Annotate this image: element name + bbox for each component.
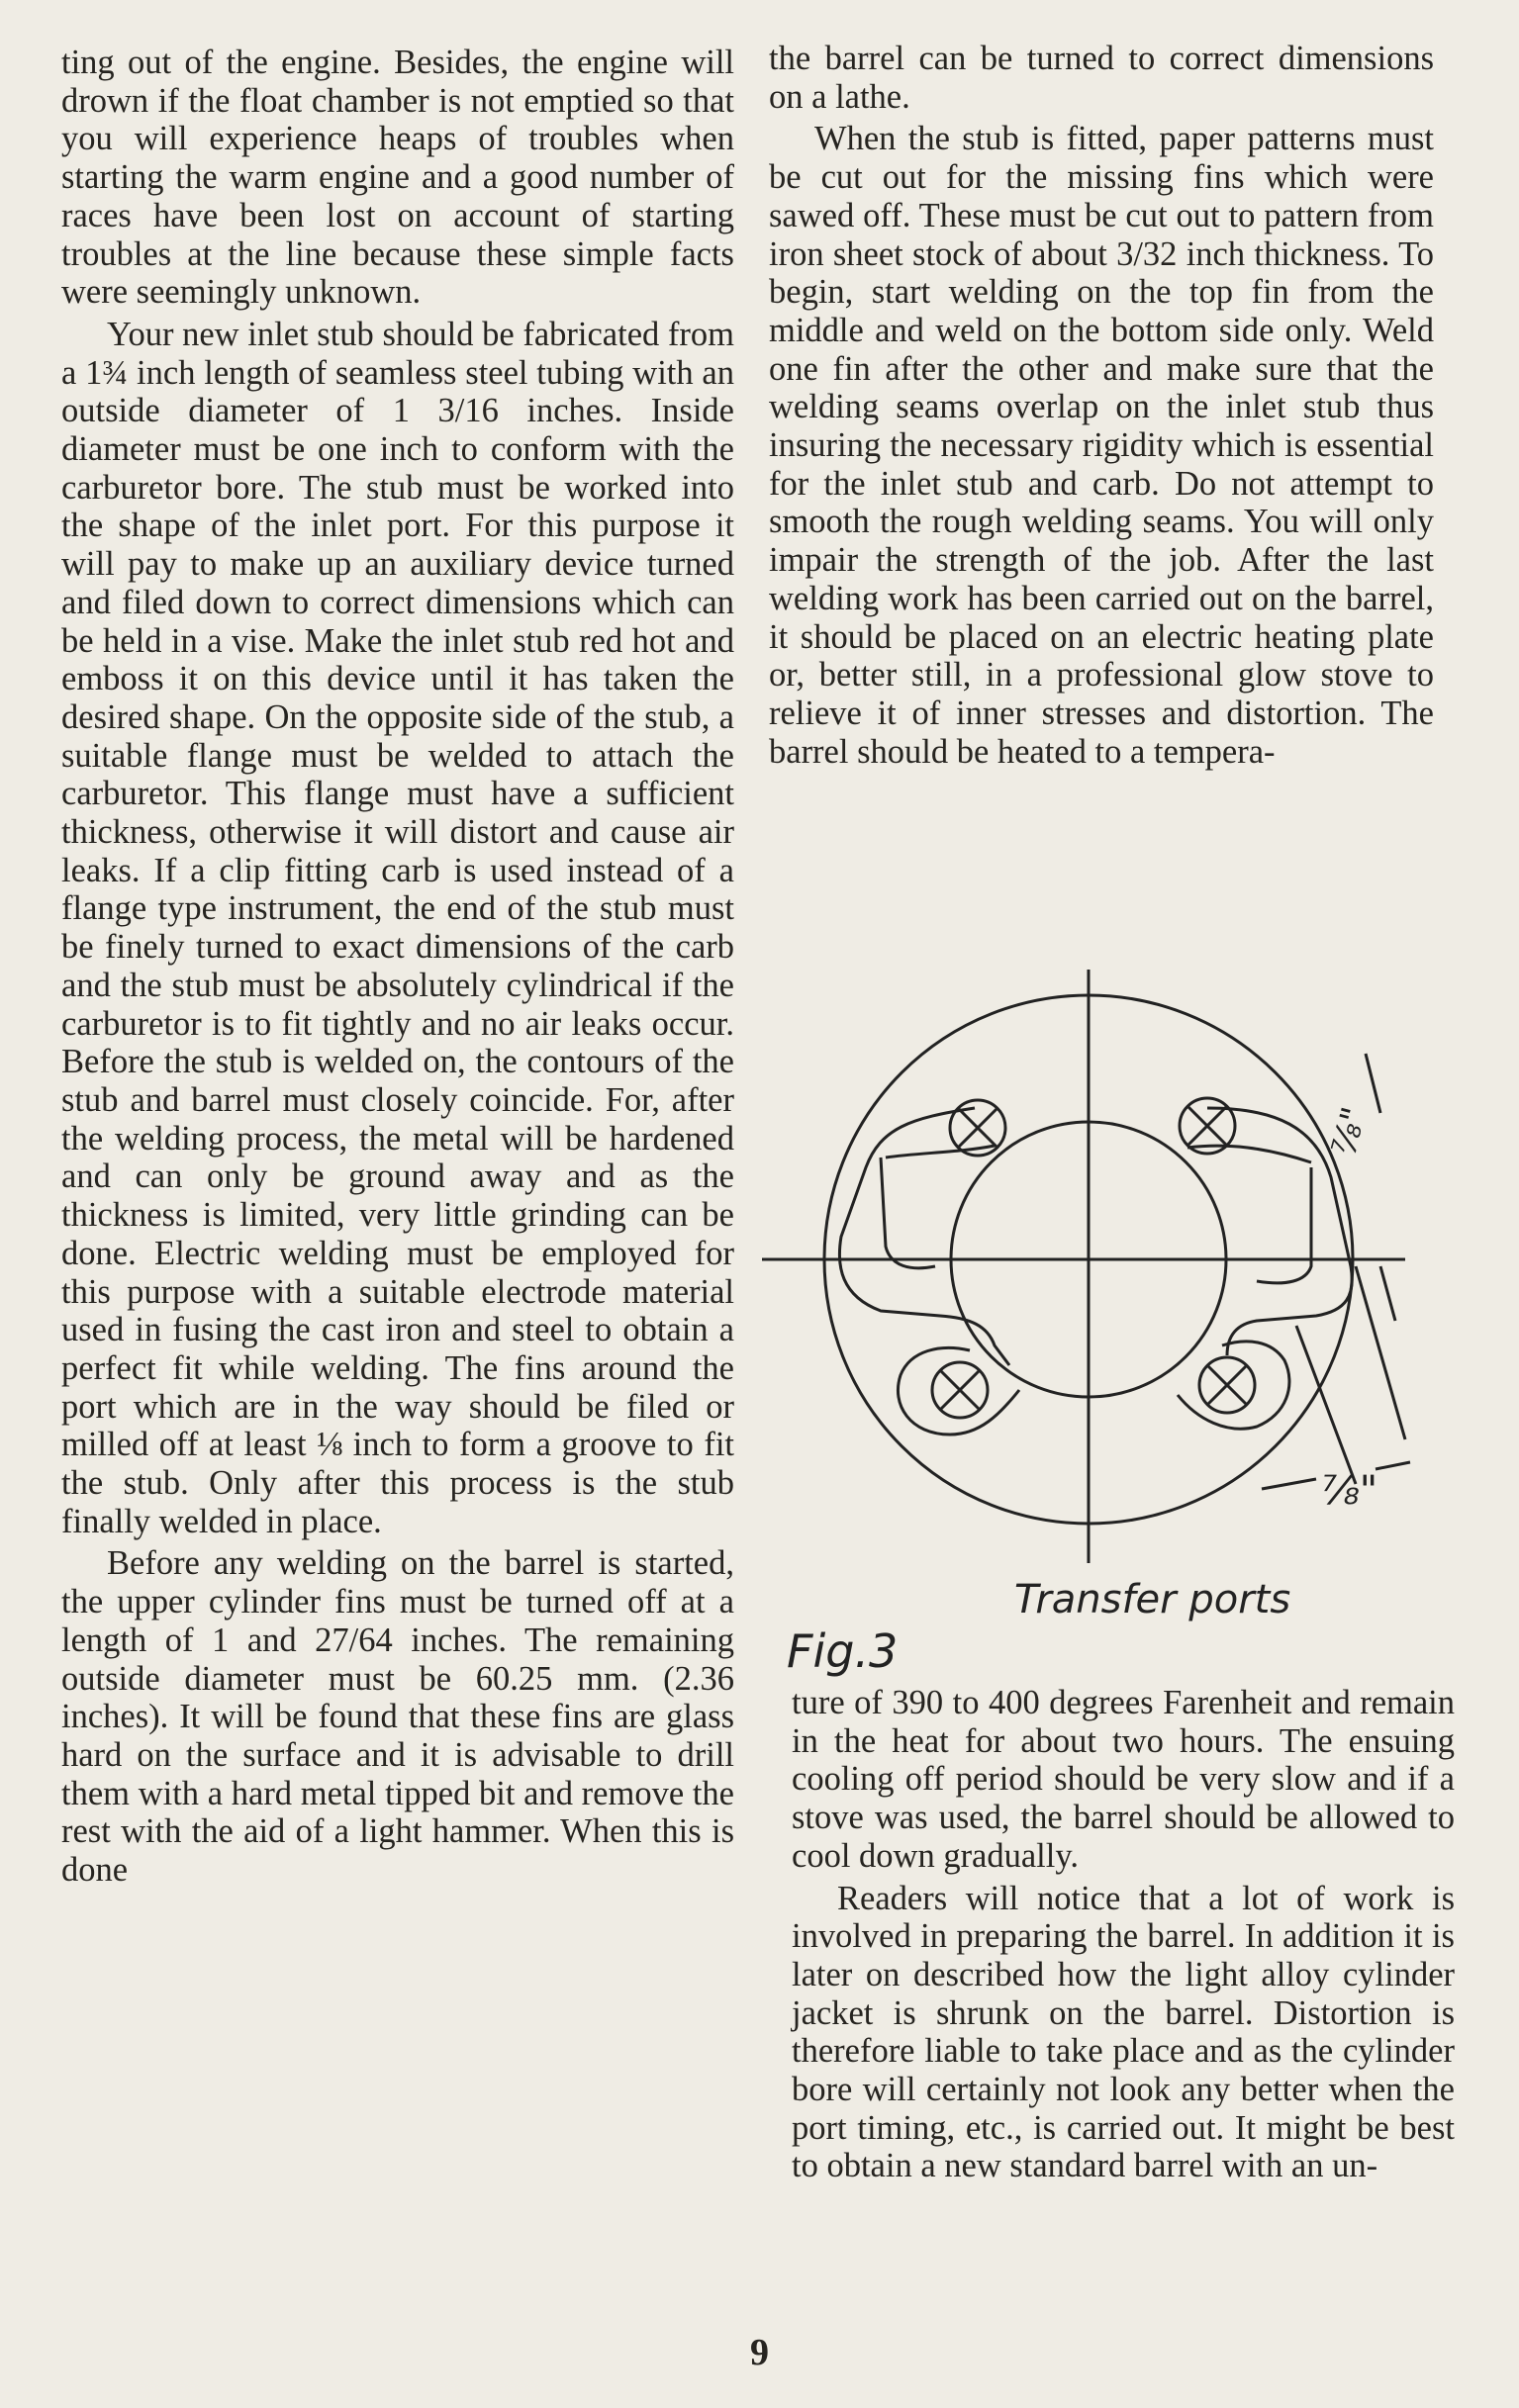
paragraph: ture of 390 to 400 degrees Farenheit and remain in the heat for about two hours. The ensuing cooling off period should be very slow and if a stove was used, the barrel should be allowed to cool down gradually. bbox=[792, 1684, 1455, 1875]
right-text-column-bottom bbox=[792, 1684, 1455, 2185]
paragraph: the barrel can be turned to correct dimensions on a lathe. bbox=[769, 40, 1434, 116]
dimension-label-bottom: ⅞" bbox=[1321, 1468, 1378, 1514]
dimension-label-top: ⅞" bbox=[1324, 1103, 1376, 1160]
dimension-line-top bbox=[1366, 1054, 1380, 1113]
paragraph: Your new inlet stub should be fabricated from a 1¾ inch length of seamless steel tubing with an outside diameter of 1 3/16 inches. Inside diameter must be one inch to conform with the carburetor bore. The stub must be worked into the shape of the inlet port. For this purpose it will pay to make up an auxiliary device turned and filed down to correct dimensions which can be held in a vise. Make the inlet stub red hot and emboss it on this device until it has taken the desired shape. On the opposite side of the stub, a suitable flange must be welded to attach the carburetor. This flange must have a sufficient thickness, otherwise it will distort and cause air leaks. If a clip fitting carb is used instead of a flange type instrument, the end of the stub must be finely turned to exact dimensions of the carb and the stub must be absolutely cylindrical if the carburetor is to fit tightly and no air leaks occur. Before the stub is welded on, the contours of the stub and barrel must closely coincide. For, after the welding process, the metal will be hardened and can only be ground away and as the thickness is limited, very little grinding can be done. Electric welding must be employed for this purpose with a suitable electrode material used in fusing the cast iron and steel to obtain a perfect fit while welding. The fins around the port which are in the way should be filed or milled off at least ⅛ inch to form a groove to fit the stub. Only after this process is the stub finally welded in place. bbox=[61, 315, 734, 1540]
transfer-ports-diagram bbox=[762, 970, 1455, 1682]
dimension-line-bottom bbox=[1296, 1326, 1356, 1484]
paragraph: Before any welding on the barrel is started, the upper cylinder fins must be turned off at a length of 1 and 27/64 inches. The remaining outside diameter must be 60.25 mm. (2.36 inches). It will be found that these fins are glass hard on the surface and it is advisable to drill them with a hard metal tipped bit and remove the rest with the aid of a light hammer. When this is done bbox=[61, 1544, 734, 1890]
figure-transfer-ports bbox=[762, 970, 1455, 1682]
right-text-column-top bbox=[769, 40, 1434, 771]
lower-right-lobe bbox=[1178, 1342, 1289, 1429]
left-port-inner bbox=[881, 1158, 935, 1268]
left-text-column bbox=[61, 44, 734, 1890]
paragraph: When the stub is fitted, paper patterns must be cut out for the missing fins which were sawed off. These must be cut out to pattern from iron sheet stock of about 3/32 inch thickness. To begin, start welding on the top fin from the middle and weld on the bottom side only. Weld one fin after the other and make sure that the welding seams overlap on the inlet stub thus insuring the necessary rigidity which is essential for the inlet stub and carb. Do not attempt to smooth the rough welding seams. You will only impair the strength of the job. After the last welding work has been carried out on the barrel, it should be placed on an electric heating plate or, better still, in a professional glow stove to relieve it of inner stresses and distortion. The barrel should be heated to a tempera- bbox=[769, 120, 1434, 771]
diagram-linework bbox=[762, 970, 1410, 1563]
figure-label: Fig.3 bbox=[787, 1624, 899, 1678]
right-port-inner bbox=[1257, 1167, 1311, 1283]
paragraph: Readers will notice that a lot of work is involved in preparing the barrel. In addition it is later on described how the light alloy cylinder jacket is shrunk on the barrel. Distortion is therefore liable to take place and as the cylinder bore will certainly not look any better when the port timing, etc., is carried out. It might be best to obtain a new standard barrel with an un- bbox=[792, 1879, 1455, 2185]
figure-title: Transfer ports bbox=[1014, 1577, 1291, 1622]
paragraph: ting out of the engine. Besides, the engine will drown if the float chamber is not emptied so that you will experience heaps of troubles when starting the warm engine and a good number of races have been lost on account of starting troubles at the line because these simple facts were seemingly unknown. bbox=[61, 44, 734, 312]
page-number: 9 bbox=[750, 2332, 769, 2373]
